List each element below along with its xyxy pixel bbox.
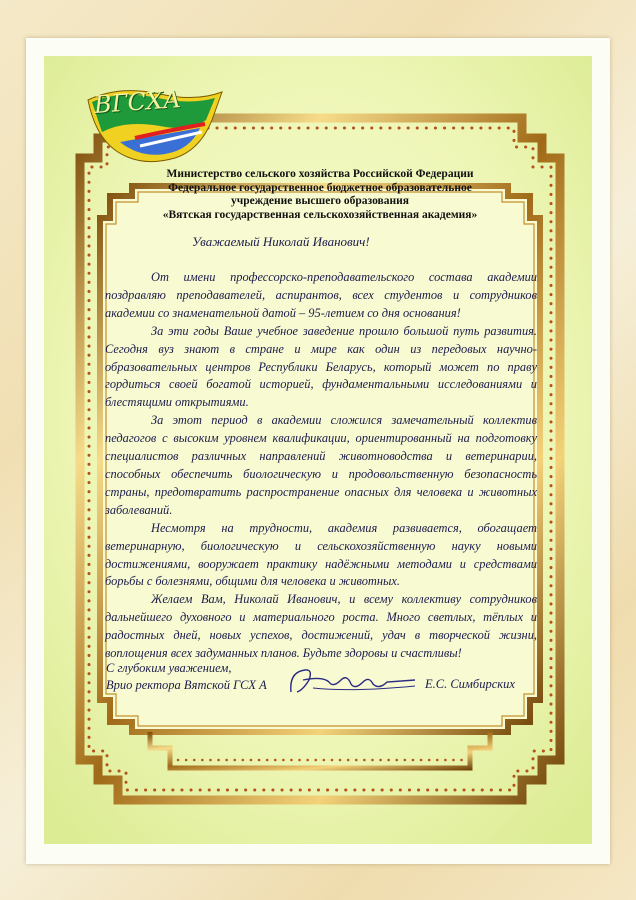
paragraph: Желаем Вам, Николай Иванович, и всему коллективу сотрудников дальнейшего духовного и материального роста. Много светлых, тёплых и радостных дней, новых успехов, достижений, удач в творческой жизни, воплощения всех задуманных планов. Будьте здоровы и счастливы!	[105, 592, 537, 661]
header-line: Федеральное государственное бюджетное образовательное	[168, 181, 472, 194]
header-line: Министерство сельского хозяйства Российской Федерации	[166, 168, 474, 180]
paragraph: За этот период в академии сложился замечательный коллектив педагогов с высоким уровнем квалификации, ориентированный на подготовку специалистов различных направлений животноводства и ветеринарии, способных обеспечить биологическую и продовольственную безопасность страны, предотвратить распространение опасных для человека и животных заболеваний.	[105, 413, 537, 517]
handwritten-signature-icon	[283, 662, 423, 702]
letter-body	[105, 269, 537, 663]
closing-regards: С глубоким уважением,	[106, 661, 232, 675]
paragraph: От имени профессорско-преподавательского состава академии поздравляю преподавателей, аспирантов, всех студентов и сотрудников академии со знаменательной датой – 95-летием со дня основания!	[105, 270, 537, 320]
paragraph: Несмотря на трудности, академия развивается, обогащает ветеринарную, биологическую и сельскохозяйственную науку новыми достижениями, вооружает практику надёжными методами и средствами борьбы с болезнями, общими для человека и животных.	[105, 520, 537, 589]
header-line: учреждение высшего образования	[231, 195, 409, 207]
signer-position: Врио ректора Вятской ГСХ А	[106, 678, 267, 692]
salutation: Уважаемый Николай Иванович!	[192, 234, 370, 249]
ministry-header	[150, 168, 490, 222]
header-line: «Вятская государственная сельскохозяйственная академия»	[162, 208, 478, 221]
logo-text: ВГСХА	[93, 84, 183, 120]
paragraph: За эти годы Ваше учебное заведение прошло большой путь развития. Сегодня вуз знают в стране и мире как один из передовых научно-образовательных центров Республики Беларусь, который может по праву гордиться своей богатой историей, фундаментальными исследованиями и блестящими открытиями.	[105, 323, 537, 410]
signer-name: Е.С. Симбирских	[425, 677, 515, 691]
